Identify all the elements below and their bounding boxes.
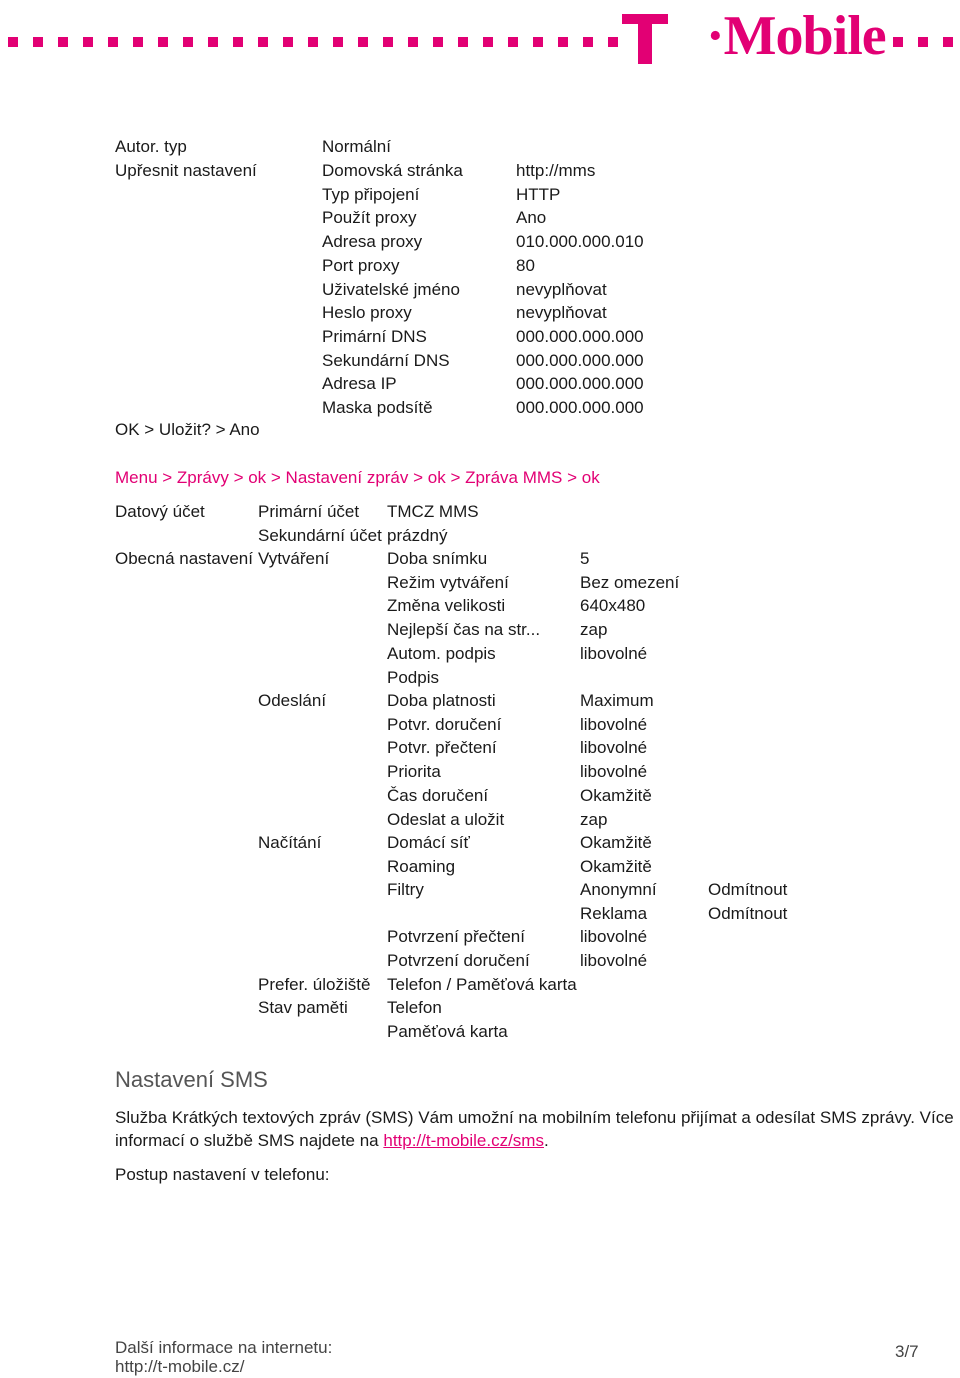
brand-dots-left [8, 37, 620, 47]
setting-value: zap [580, 809, 608, 829]
data-account-label: Datový účet [115, 502, 205, 521]
setting-value: http://mms [516, 161, 596, 180]
setting-name: Doba snímku [387, 549, 488, 568]
read-confirm-value: libovolné [580, 927, 648, 946]
filter-ads-value: Odmítnout [708, 904, 788, 923]
setting-name: Změna velikosti [387, 596, 506, 616]
brand-dots-right [893, 37, 955, 47]
filter-ads-label: Reklama [580, 904, 648, 923]
setting-value: 000.000.000.000 [516, 350, 644, 370]
setting-name: Uživatelské jméno [322, 279, 460, 299]
pref-storage-label: Prefer. úložiště [258, 975, 371, 994]
setting-value: Bez omezení [580, 572, 680, 592]
setting-name: Podpis [387, 667, 439, 687]
setting-name: Priorita [387, 762, 441, 782]
setting-value: 5 [580, 549, 590, 568]
menu-path: Menu > Zprávy > ok > Nastavení zpráv > ok > Zpráva MMS > ok [115, 468, 600, 487]
setting-name: Adresa IP [322, 374, 397, 394]
setting-name: Heslo proxy [322, 303, 412, 323]
setting-value: Ano [516, 208, 547, 228]
setting-value: 000.000.000.000 [516, 374, 644, 394]
setting-name: Potvr. přečtení [387, 738, 497, 758]
setting-value: Okamžitě [580, 856, 652, 876]
setting-name: Roaming [387, 856, 456, 876]
sms-info-link[interactable]: http://t-mobile.cz/sms [383, 1131, 544, 1150]
setting-value: 640x480 [580, 596, 646, 616]
footer-more-info: Další informace na internetu: [115, 1338, 333, 1357]
setting-name: Sekundární DNS [322, 350, 450, 370]
setting-name: Odeslat a uložit [387, 809, 505, 829]
advanced-label: Upřesnit nastavení [115, 161, 257, 180]
setting-name: Primární DNS [322, 326, 427, 346]
sms-steps-label: Postup nastavení v telefonu: [115, 1165, 330, 1184]
setting-name: Filtry [387, 880, 424, 900]
setting-value: Maximum [580, 691, 654, 710]
setting-name: Adresa proxy [322, 232, 423, 252]
pref-storage-value: Telefon / Paměťová karta [387, 975, 577, 994]
brand-logo-text: ·Mobile [706, 5, 886, 67]
sms-paragraph-suffix: . [543, 1131, 549, 1150]
delivery-confirm-label: Potvrzení doručení [387, 951, 530, 970]
setting-name: Čas doručení [387, 785, 489, 805]
read-confirm-label: Potvrzení přečtení [387, 927, 525, 946]
setting-value: libovolné [580, 643, 648, 663]
setting-value: 010.000.000.010 [516, 232, 644, 252]
setting-value: libovolné [580, 738, 648, 758]
setting-name: Domácí síť [387, 833, 470, 852]
setting-value: nevyplňovat [516, 279, 607, 299]
setting-value: 000.000.000.000 [516, 326, 644, 346]
page-number: 3/7 [895, 1342, 919, 1361]
filter-anonymous-value: Odmítnout [708, 880, 788, 899]
send-label: Odeslání [258, 691, 327, 710]
setting-name: Nejlepší čas na str... [387, 620, 541, 640]
setting-value: Anonymní [580, 880, 657, 900]
primary-account-value: TMCZ MMS [387, 502, 479, 521]
sms-paragraph-line2 [115, 1130, 549, 1152]
setting-value: HTTP [516, 184, 561, 204]
setting-name: Autom. podpis [387, 643, 496, 663]
setting-value: libovolné [580, 714, 648, 734]
footer-url[interactable]: http://t-mobile.cz/ [115, 1357, 245, 1376]
setting-name: Doba platnosti [387, 691, 496, 710]
save-line: OK > Uložit? > Ano [115, 420, 260, 439]
sms-paragraph-line1: Služba Krátkých textových zpráv (SMS) Vám umožní na mobilním telefonu přijímat a odesílat SMS zprávy. Více [115, 1108, 954, 1127]
sms-paragraph-prefix: informací o službě SMS najdete na [115, 1131, 384, 1150]
auth-type-value: Normální [322, 137, 391, 156]
setting-value: 80 [516, 255, 535, 275]
primary-account-label: Primární účet [258, 502, 360, 521]
t-logo-icon [622, 14, 668, 64]
setting-name: Maska podsítě [322, 398, 433, 417]
setting-name: Domovská stránka [322, 161, 463, 180]
setting-name: Použít proxy [322, 208, 417, 228]
delivery-confirm-value: libovolné [580, 951, 648, 970]
setting-value: nevyplňovat [516, 303, 607, 323]
create-label: Vytváření [258, 549, 330, 568]
secondary-account-value: prázdný [387, 526, 448, 545]
memory-card: Paměťová karta [387, 1022, 508, 1041]
setting-value: zap [580, 620, 608, 640]
setting-value: Okamžitě [580, 785, 652, 805]
setting-value: libovolné [580, 762, 648, 782]
load-label: Načítání [258, 833, 322, 852]
memory-phone: Telefon [387, 998, 442, 1017]
auth-type-label: Autor. typ [115, 137, 187, 156]
setting-name: Typ připojení [322, 184, 420, 204]
header [0, 0, 960, 80]
general-label: Obecná nastavení [115, 549, 253, 568]
setting-name: Port proxy [322, 255, 400, 275]
setting-name: Režim vytváření [387, 572, 509, 592]
memory-status-label: Stav paměti [258, 998, 348, 1017]
setting-name: Potvr. doručení [387, 714, 502, 734]
secondary-account-label: Sekundární účet [258, 526, 382, 545]
sms-heading: Nastavení SMS [115, 1067, 268, 1092]
setting-value: 000.000.000.000 [516, 398, 644, 417]
setting-value: Okamžitě [580, 833, 652, 852]
